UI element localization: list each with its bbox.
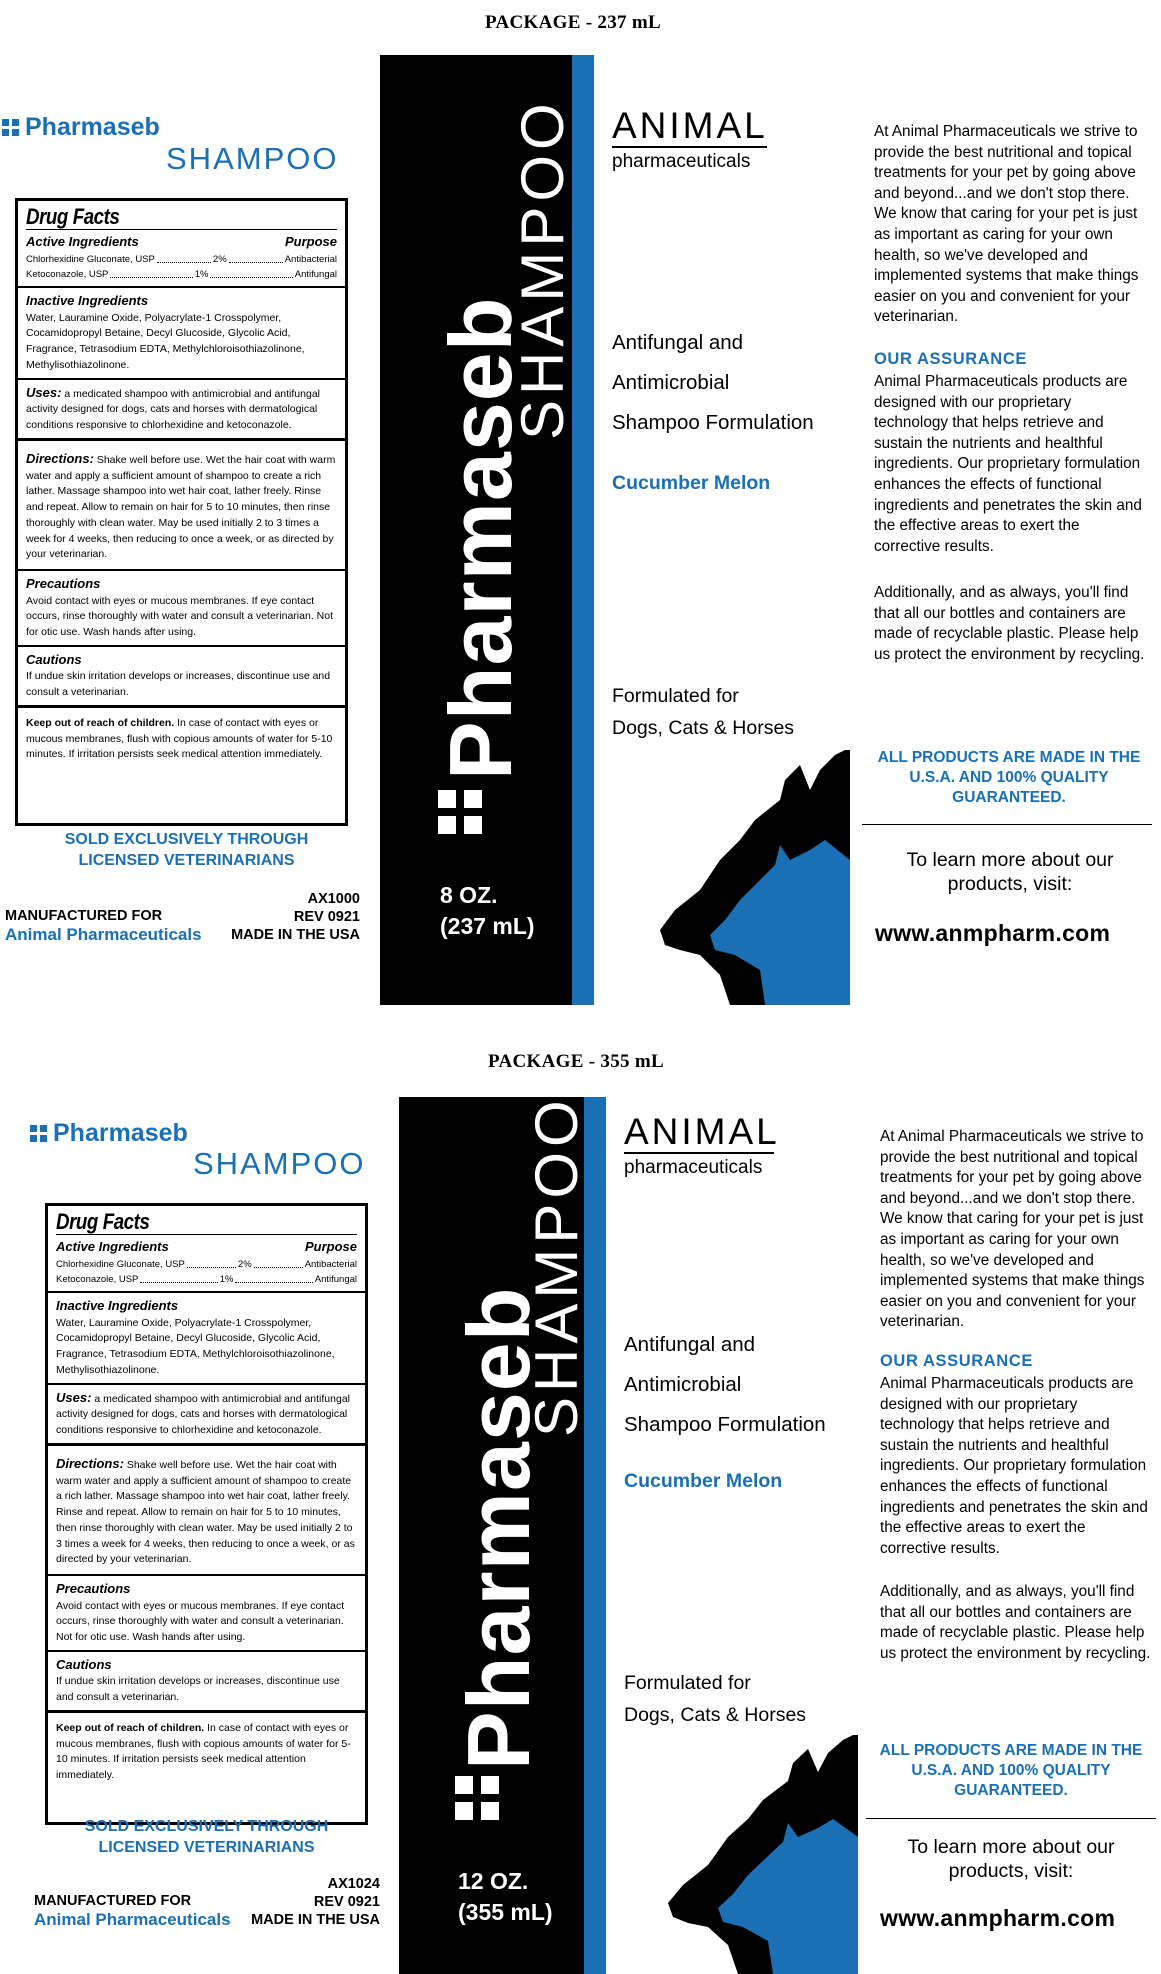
purpose-header: Purpose: [284, 234, 337, 250]
assurance-text: Animal Pharmaceuticals products are designed with our proprietary technology that helps retrieve and sustain the nutrients and healthful ingredients. Our proprietary formulation enhances the effects of functional ingredients and penetrates the skin and the effective areas to exert the corrective results.: [874, 373, 1142, 555]
revision: REV 0921: [293, 909, 360, 926]
uses-section: [48, 1383, 365, 1443]
animal-logo-rule: [612, 146, 767, 148]
manufactured-for: [34, 1893, 231, 1931]
brand-dots-icon: [455, 1776, 499, 1820]
sold-line1: SOLD EXCLUSIVELY THROUGH: [64, 831, 309, 848]
dog-cat-silhouette-icon: [660, 750, 850, 1005]
active-header-row: [26, 229, 337, 252]
uses-label: Uses:: [26, 384, 62, 400]
ingredient-purpose: Antibacterial: [304, 1258, 357, 1270]
dog-cat-silhouette-icon: [668, 1735, 858, 1974]
keep-section: [18, 705, 345, 767]
ingredient-name: Ketoconazole, USP: [56, 1273, 139, 1285]
precautions-text: Avoid contact with eyes or mucous membranes. If eye contact occurs, rinse thoroughly with water and consult a veterinarian. Not for otic use. Wash hands after using.: [56, 1599, 345, 1644]
desc-line: Antifungal and: [624, 1333, 756, 1356]
brand-dots-icon: [2, 119, 19, 136]
product-code: AX1000: [307, 891, 360, 907]
ingredient-name: Ketoconazole, USP: [26, 268, 109, 280]
active-header-row: [56, 1234, 357, 1257]
sold-exclusively: [40, 1817, 373, 1859]
directions-label: Directions:: [56, 1455, 124, 1471]
vertical-shampoo-text: SHAMPOO: [509, 98, 576, 440]
size-oz: 8 OZ.: [440, 882, 498, 908]
keep-label: Keep out of reach of children.: [56, 1721, 205, 1734]
drug-facts-panel: [15, 198, 348, 826]
precautions-header: Precautions: [26, 576, 101, 592]
manufactured-for: [5, 908, 202, 946]
product-description: [612, 323, 814, 443]
keep-text: In case of contact with eyes or mucous membranes, flush with copious amounts of water for 5-10 minutes. If irritation persists seek medical attention immediately.: [26, 716, 333, 761]
vertical-shampoo-text: SHAMPOO: [523, 1095, 590, 1437]
inactive-header: Inactive Ingredients: [26, 293, 149, 309]
size-oz: 12 OZ.: [458, 1868, 529, 1894]
desc-line: Antimicrobial: [612, 371, 730, 394]
recycle-text: Additionally, and as always, you'll find that all our bottles and containers are made of recyclable plastic. Please help us protect the environment by recycling.: [880, 1583, 1151, 1662]
brand-name: Pharmaseb: [53, 1119, 188, 1147]
all-made-usa: ALL PRODUCTS ARE MADE IN THE U.S.A. AND 100% QUALITY GUARANTEED.: [879, 1742, 1143, 1800]
intro-text: At Animal Pharmaceuticals we strive to provide the best nutritional and topical treatments for your pet by going above and beyond...and we don't stop there. We know that caring for your pet is just as important as caring for your own health, so we've developed and implemented systems that make things easier on you and convenient for your veterinarian.: [874, 123, 1139, 326]
keep-text: In case of contact with eyes or mucous membranes, flush with copious amounts of water for 5-10 minutes. If irritation persists seek medical attention immediately.: [56, 1721, 351, 1782]
directions-section: [48, 1443, 365, 1574]
purpose-header: Purpose: [304, 1239, 357, 1255]
assurance-header: OUR ASSURANCE: [880, 1352, 1033, 1370]
brand-sub: SHAMPOO: [193, 1146, 366, 1181]
cautions-header: Cautions: [26, 651, 82, 667]
ingredient-row: [26, 252, 337, 267]
divider: [866, 1818, 1156, 1819]
ingredient-name: Chlorhexidine Gluconate, USP: [26, 253, 155, 265]
cautions-text: If undue skin irritation develops or increases, discontinue use and consult a veterinarian.: [56, 1675, 340, 1704]
sold-line2: LICENSED VETERINARIANS: [78, 851, 295, 869]
package-355: [0, 1000, 1161, 1974]
divider: [862, 824, 1152, 825]
ingredient-row: [26, 267, 337, 282]
website-link[interactable]: www.anmpharm.com: [880, 1905, 1116, 1931]
package-size: [440, 880, 535, 942]
inactive-header: Inactive Ingredients: [56, 1298, 179, 1314]
cautions-text: If undue skin irritation develops or increases, discontinue use and consult a veterinarian.: [26, 670, 331, 699]
learn-more: To learn more about our products, visit:: [906, 849, 1114, 896]
uses-text: a medicated shampoo with antimicrobial and antifungal activity designed for dogs, cats and horses with dermatological conditions responsive to chlorhexidine and ketoconazole.: [56, 1392, 350, 1437]
product-code: AX1024: [327, 1876, 380, 1892]
assurance-text: Animal Pharmaceuticals products are designed with our proprietary technology that helps retrieve and sustain the nutrients and healthful ingredients. Our proprietary formulation enhances the effects of functional ingredients and penetrates the skin and the effective areas to exert the corrective results.: [880, 1375, 1148, 1557]
package-title: PACKAGE - 237 mL: [485, 12, 661, 33]
formulated-for: [624, 1667, 806, 1731]
formulated-line: Formulated for: [624, 1672, 751, 1694]
ingredient-pct: 1%: [219, 1273, 234, 1285]
made-in-usa: MADE IN THE USA: [231, 927, 360, 944]
drug-facts-title: Drug Facts: [56, 1209, 150, 1234]
inactive-section: [48, 1291, 365, 1383]
desc-line: Antifungal and: [612, 331, 744, 354]
directions-text: Shake well before use. Wet the hair coat with warm water and apply a sufficient amount of shampoo to create a rich lather. Massage shampoo into wet hair coat, lather freely. Rinse and repeat. Allow to remain on hair for 5 to 10 minutes, then rinse thoroughly with clean water. May be used initially 2 to 3 times a week for 4 weeks, then reducing to once a week, or as directed by your veterinarian.: [26, 453, 336, 561]
product-codes: [220, 1875, 380, 1929]
package-size: [458, 1866, 553, 1928]
flavor: Cucumber Melon: [624, 1470, 783, 1492]
precautions-section: [18, 569, 345, 645]
directions-label: Directions:: [26, 450, 94, 466]
vertical-brand-name: Pharmaseb: [431, 296, 530, 780]
brand-name: Pharmaseb: [25, 113, 160, 141]
precautions-header: Precautions: [56, 1581, 131, 1597]
directions-section: [18, 438, 345, 569]
sold-line2: LICENSED VETERINARIANS: [98, 1838, 315, 1856]
product-description: [624, 1325, 826, 1445]
ingredient-row: [56, 1272, 357, 1287]
drug-facts-title: Drug Facts: [26, 204, 120, 229]
package-title: PACKAGE - 355 mL: [488, 1051, 664, 1072]
pharmaceuticals-logo: pharmaceuticals: [612, 151, 751, 172]
mfg-company: Animal Pharmaceuticals: [34, 1910, 231, 1930]
assurance-header: OUR ASSURANCE: [874, 350, 1027, 368]
desc-line: Shampoo Formulation: [612, 411, 814, 434]
keep-section: [48, 1710, 365, 1788]
precautions-text: Avoid contact with eyes or mucous membranes. If eye contact occurs, rinse thoroughly with water and consult a veterinarian. Not for otic use. Wash hands after using.: [26, 594, 333, 639]
made-in-usa: MADE IN THE USA: [251, 1912, 380, 1929]
desc-line: Shampoo Formulation: [624, 1413, 826, 1436]
drug-facts-header: [18, 201, 345, 286]
formulated-line: Formulated for: [612, 685, 739, 707]
brand-dots-icon: [30, 1125, 47, 1142]
drug-facts-panel: [45, 1203, 368, 1825]
active-header: Active Ingredients: [26, 234, 139, 250]
brand-dots-icon: [438, 790, 482, 834]
cautions-section: [48, 1650, 365, 1710]
animal-logo: ANIMAL: [612, 105, 768, 146]
ingredient-purpose: Antifungal: [294, 268, 338, 280]
mfg-line: MANUFACTURED FOR: [34, 1893, 192, 1909]
mfg-company: Animal Pharmaceuticals: [5, 925, 202, 945]
precautions-section: [48, 1574, 365, 1650]
intro-text: At Animal Pharmaceuticals we strive to provide the best nutritional and topical treatments for your pet by going above and beyond...and we don't stop there. We know that caring for your pet is just as important as caring for your own health, so we've developed and implemented systems that make things easier on you and convenient for your veterinarian.: [880, 1128, 1145, 1331]
ingredient-pct: 2%: [237, 1258, 252, 1270]
ingredient-purpose: Antifungal: [314, 1273, 358, 1285]
animal-logo: ANIMAL: [624, 1111, 780, 1152]
all-made-usa: ALL PRODUCTS ARE MADE IN THE U.S.A. AND 100% QUALITY GUARANTEED.: [877, 749, 1141, 807]
ingredient-row: [56, 1257, 357, 1272]
ingredient-pct: 2%: [212, 253, 227, 265]
flavor: Cucumber Melon: [612, 472, 771, 494]
cautions-section: [18, 645, 345, 705]
brand-logo: [30, 1119, 188, 1148]
vertical-shampoo: [522, 1095, 591, 1437]
size-ml: (355 mL): [458, 1899, 553, 1926]
ingredient-pct: 1%: [194, 268, 209, 280]
keep-label: Keep out of reach of children.: [26, 716, 175, 729]
ingredient-name: Chlorhexidine Gluconate, USP: [56, 1258, 185, 1270]
vertical-brand-name: Pharmaseb: [449, 1286, 548, 1770]
formulated-line: Dogs, Cats & Horses: [612, 717, 795, 739]
vertical-shampoo: [508, 98, 577, 440]
cautions-header: Cautions: [56, 1656, 112, 1672]
desc-line: Antimicrobial: [624, 1373, 742, 1396]
product-codes: [200, 890, 360, 944]
sold-line1: SOLD EXCLUSIVELY THROUGH: [84, 1818, 329, 1835]
formulated-for: [612, 680, 794, 744]
ingredient-purpose: Antibacterial: [284, 253, 337, 265]
website-link[interactable]: www.anmpharm.com: [875, 920, 1111, 946]
directions-text: Shake well before use. Wet the hair coat with warm water and apply a sufficient amount of shampoo to create a rich lather. Massage shampoo into wet hair coat, lather freely. Rinse and repeat. Allow to remain on hair for 5 to 10 minutes, then rinse thoroughly with clean water. May be used initially 2 to 3 times a week for 4 weeks, then reducing to once a week, or as directed by your veterinarian.: [56, 1458, 355, 1566]
animal-logo-rule: [624, 1152, 774, 1154]
inactive-text: Water, Lauramine Oxide, Polyacrylate-1 Crosspolymer, Cocamidopropyl Betaine, Decyl Glucoside, Glycolic Acid, Fragrance, Tetrasodium EDTA, Methylchloroisothiazolinone, Methylisothiazolinone.: [56, 1316, 335, 1376]
inactive-text: Water, Lauramine Oxide, Polyacrylate-1 Crosspolymer, Cocamidopropyl Betaine, Decyl Glucoside, Glycolic Acid, Fragrance, Tetrasodium EDTA, Methylchloroisothiazolinone, Methylisothiazolinone.: [26, 311, 305, 371]
brand-sub: SHAMPOO: [166, 141, 339, 176]
uses-label: Uses:: [56, 1389, 92, 1405]
brand-logo: [2, 113, 160, 142]
uses-text: a medicated shampoo with antimicrobial and antifungal activity designed for dogs, cats and horses with dermatological conditions responsive to chlorhexidine and ketoconazole.: [26, 387, 320, 432]
sold-exclusively: [20, 830, 353, 872]
recycle-text: Additionally, and as always, you'll find that all our bottles and containers are made of recyclable plastic. Please help us protect the environment by recycling.: [874, 584, 1145, 663]
size-ml: (237 mL): [440, 913, 535, 940]
learn-more: To learn more about our products, visit:: [907, 1836, 1115, 1883]
pharmaceuticals-logo: pharmaceuticals: [624, 1157, 763, 1178]
formulated-line: Dogs, Cats & Horses: [624, 1704, 807, 1726]
active-header: Active Ingredients: [56, 1239, 169, 1255]
inactive-section: [18, 286, 345, 378]
uses-section: [18, 378, 345, 438]
mfg-line: MANUFACTURED FOR: [5, 908, 163, 924]
revision: REV 0921: [313, 1894, 380, 1911]
drug-facts-header: [48, 1206, 365, 1291]
